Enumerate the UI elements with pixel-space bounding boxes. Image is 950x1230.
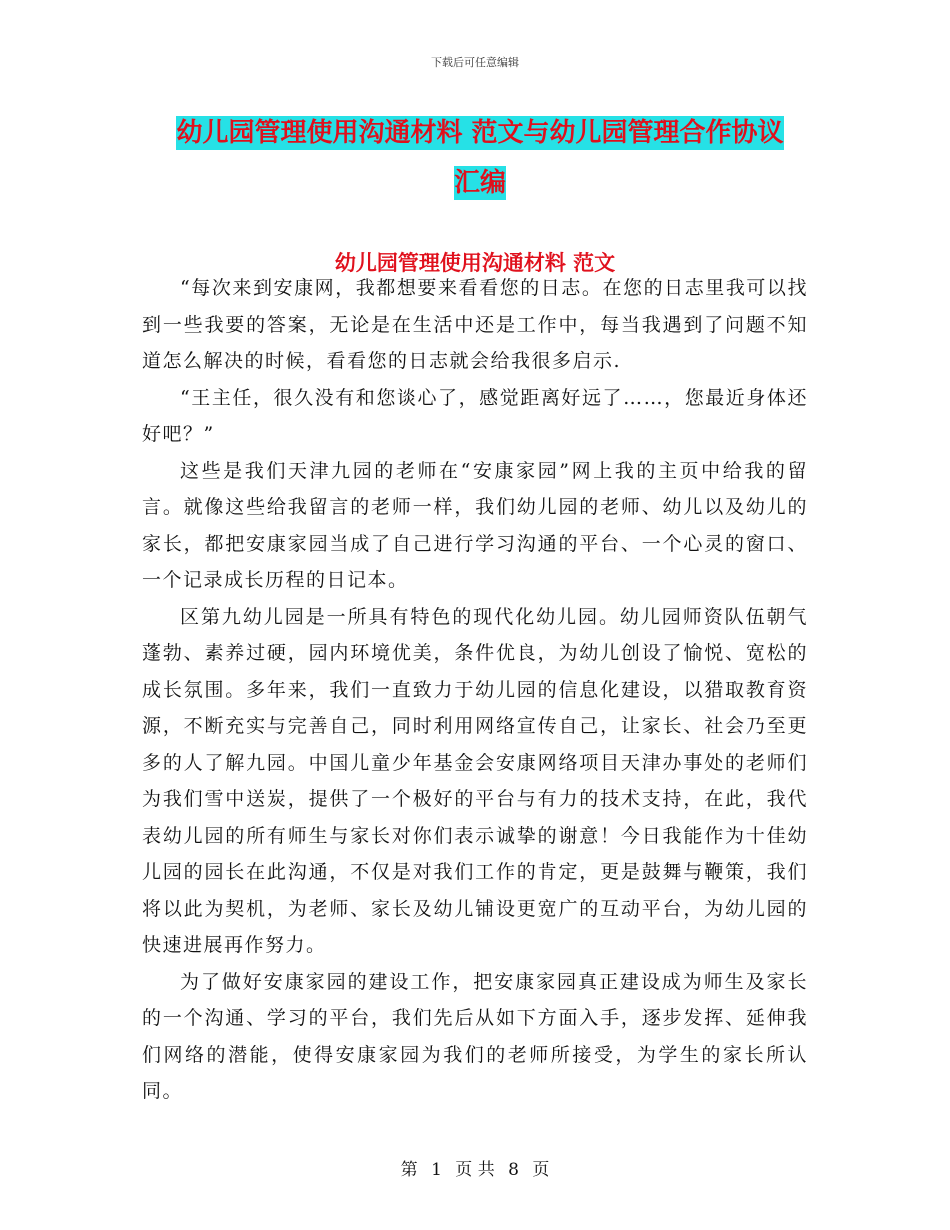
- footer-suffix: 页: [532, 1160, 550, 1180]
- document-body: [142, 270, 808, 1110]
- footer-prefix: 第: [400, 1160, 418, 1180]
- paragraph-4: 区第九幼儿园是一所具有特色的现代化幼儿园。幼儿园师资队伍朝气蓬勃、素养过硬，园内环境优美，条件优良，为幼儿创设了愉悦、宽松的成长氛围。多年来，我们一直致力于幼儿园的信息化建设，以猎取教育资源，不断充实与完善自己，同时利用网络宣传自己，让家长、社会乃至更多的人了解九园。中国儿童少年基金会安康网络项目天津办事处的老师们为我们雪中送炭，提供了一个极好的平台与有力的技术支持，在此，我代表幼儿园的所有师生与家长对你们表示诚挚的谢意！今日我能作为十佳幼儿园的园长在此沟通，不仅是对我们工作的肯定，更是鼓舞与鞭策，我们将以此为契机，为老师、家长及幼儿铺设更宽广的互动平台，为幼儿园的快速进展再作努力。: [142, 605, 808, 956]
- paragraph-2: “王主任，很久没有和您谈心了，感觉距离好远了……，您最近身体还好吧？”: [142, 386, 808, 445]
- title-line-2: 汇编: [453, 168, 506, 198]
- paragraph-3: 这些是我们天津九园的老师在“安康家园”网上我的主页中给我的留言。就像这些给我留言的老师一样，我们幼儿园的老师、幼儿以及幼儿的家长，都把安康家园当成了自己进行学习沟通的平台、一个心灵的窗口、一个记录成长历程的日记本。: [142, 459, 808, 591]
- paragraph-1: “每次来到安康网，我都想要来看看您的日志。在您的日志里我可以找到一些我要的答案，无论是在生活中还是工作中，每当我遇到了问题不知道怎么解决的时候，看看您的日志就会给我很多启示.: [142, 277, 808, 372]
- section-title: 幼儿园管理使用沟通材料 范文: [334, 251, 616, 275]
- footer-middle: 页 共: [455, 1160, 495, 1180]
- footer-page-number: 1: [431, 1160, 442, 1180]
- footer-total-pages: 8: [508, 1160, 519, 1180]
- header-note: 下载后可任意编辑: [431, 56, 519, 69]
- page-footer: [0, 1155, 950, 1180]
- title-line-1: 幼儿园管理使用沟通材料 范文与幼儿园管理合作协议: [176, 118, 784, 148]
- document-title: [130, 108, 830, 208]
- paragraph-5: 为了做好安康家园的建设工作，把安康家园真正建设成为师生及家长的一个沟通、学习的平台，我们先后从如下方面入手，逐步发挥、延伸我们网络的潜能，使得安康家园为我们的老师所接受，为学生的家长所认同。: [142, 970, 808, 1102]
